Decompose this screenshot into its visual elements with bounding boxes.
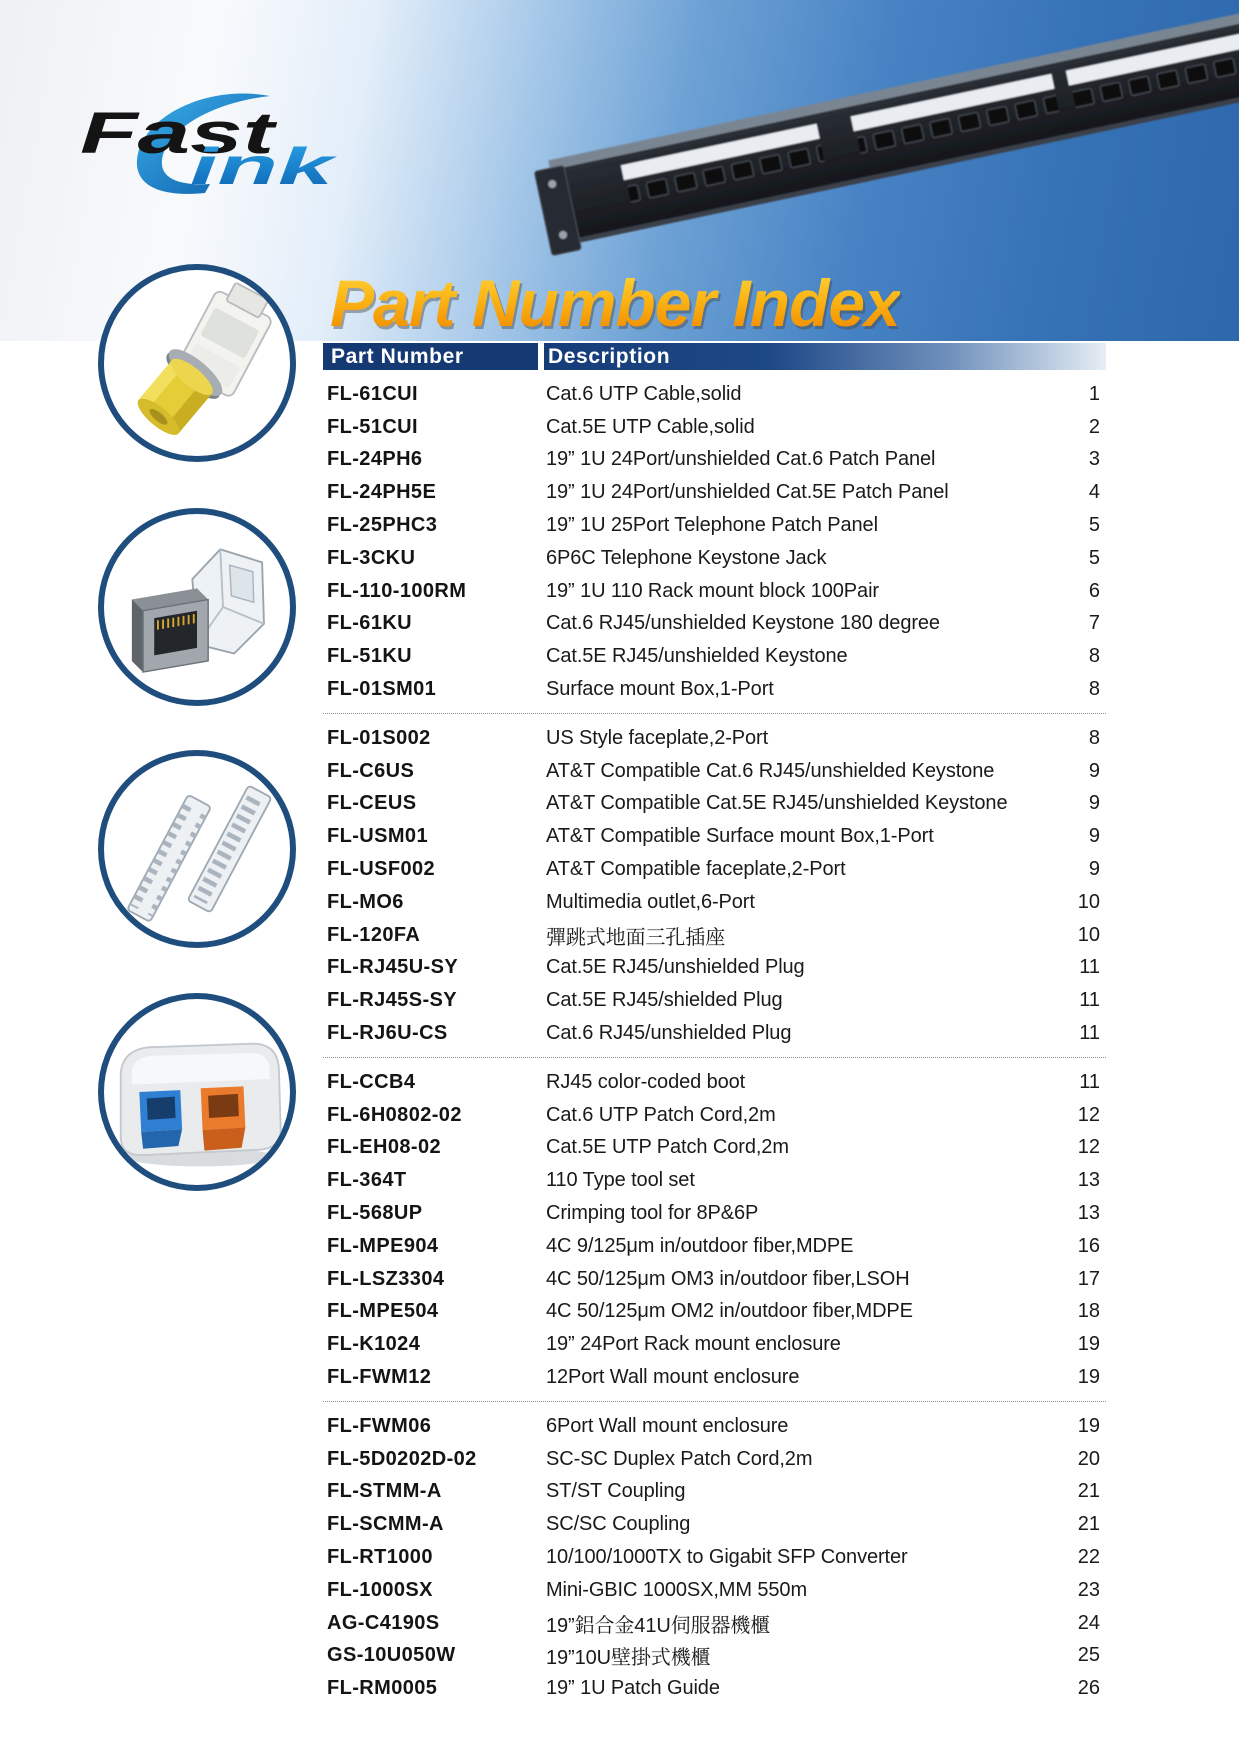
page-number: 2: [1088, 415, 1100, 438]
part-number: FL-110-100RM: [327, 579, 467, 602]
part-number: FL-LSZ3304: [327, 1267, 445, 1290]
index-group: [323, 722, 1106, 1050]
item-description: 110 Type tool set: [546, 1169, 695, 1192]
keystone-coupler-icon: [104, 270, 290, 456]
group-divider: [323, 1394, 1106, 1410]
page-number: 10: [1077, 923, 1100, 946]
part-number: FL-FWM12: [327, 1366, 432, 1388]
item-description: Cat.5E RJ45/unshielded Plug: [546, 956, 805, 979]
index-table-header: [323, 343, 1106, 370]
index-row: [323, 1361, 1106, 1394]
index-row: [323, 1607, 1106, 1640]
part-number: FL-CEUS: [327, 792, 417, 815]
index-row: [323, 984, 1106, 1017]
page-number: 11: [1079, 989, 1100, 1012]
rj45-keystone-icon: [104, 514, 290, 700]
item-description: Cat.5E RJ45/shielded Plug: [546, 989, 783, 1012]
part-number: FL-01S002: [327, 726, 431, 749]
group-divider: [323, 706, 1106, 722]
part-number: FL-5D0202D-02: [327, 1447, 477, 1470]
part-number: FL-3CKU: [327, 546, 416, 569]
item-description: 19” 1U Patch Guide: [546, 1677, 720, 1700]
page-number: 10: [1077, 890, 1100, 913]
page-number: 12: [1077, 1103, 1100, 1126]
index-row: [323, 853, 1106, 886]
part-number: FL-01SM01: [327, 678, 437, 701]
page-number: 9: [1088, 792, 1100, 815]
orange-jack: [201, 1086, 246, 1150]
page-number: 9: [1088, 825, 1100, 848]
page-number: 8: [1088, 678, 1100, 701]
index-row: [323, 820, 1106, 853]
part-number: FL-SCMM-A: [327, 1513, 444, 1536]
item-description: 4C 9/125μm in/outdoor fiber,MDPE: [546, 1234, 854, 1257]
page-number: 7: [1088, 612, 1100, 635]
part-number: FL-51CUI: [327, 415, 418, 438]
part-number: FL-FWM06: [327, 1414, 432, 1437]
part-number: FL-24PH5E: [327, 481, 437, 504]
patch-guide-icon: [104, 756, 290, 942]
index-row: [323, 542, 1106, 575]
index-row: [323, 1541, 1106, 1574]
index-group: [323, 1066, 1106, 1394]
part-number: FL-568UP: [327, 1202, 423, 1225]
index-row: [323, 919, 1106, 952]
index-row: [323, 1132, 1106, 1165]
header-part-number: Part Number: [323, 343, 538, 370]
index-row: [323, 1443, 1106, 1476]
part-number: FL-61CUI: [327, 382, 418, 405]
index-row: [323, 1410, 1106, 1443]
index-row: [323, 1066, 1106, 1099]
page-number: 11: [1079, 1070, 1100, 1093]
keystone-coupler-photo: [98, 264, 296, 462]
item-description: 19” 1U 24Port/unshielded Cat.5E Patch Panel: [546, 481, 949, 504]
page-number: 21: [1077, 1480, 1100, 1503]
page-number: 20: [1077, 1447, 1100, 1470]
page-number: 5: [1088, 514, 1100, 537]
part-number: FL-EH08-02: [327, 1136, 442, 1159]
item-description: 19” 24Port Rack mount enclosure: [546, 1333, 841, 1356]
item-description: 19”10U壁掛式機櫃: [546, 1647, 711, 1670]
part-number: FL-364T: [327, 1169, 407, 1192]
item-description: 19” 1U 110 Rack mount block 100Pair: [546, 579, 879, 602]
index-row: [323, 788, 1106, 821]
index-row: [323, 640, 1106, 673]
logo-word-fast: Fast: [80, 101, 279, 166]
page-number: 13: [1077, 1169, 1100, 1192]
item-description: 19” 1U 25Port Telephone Patch Panel: [546, 514, 878, 537]
page-number: 17: [1077, 1267, 1100, 1290]
page-number: 3: [1088, 448, 1100, 471]
index-row: [323, 1508, 1106, 1541]
index-row: [323, 1328, 1106, 1361]
index-row: [323, 444, 1106, 477]
part-number: FL-61KU: [327, 612, 413, 635]
part-number: FL-25PHC3: [327, 514, 438, 537]
item-description: Surface mount Box,1-Port: [546, 678, 774, 701]
page-number: 11: [1079, 956, 1100, 979]
page-number: 12: [1077, 1136, 1100, 1159]
logo-word-ink: ink: [190, 138, 339, 196]
part-number: FL-120FA: [327, 923, 421, 946]
page-number: 9: [1088, 759, 1100, 782]
page-number: 9: [1088, 858, 1100, 881]
part-number: FL-1000SX: [327, 1578, 433, 1601]
index-row: [323, 1099, 1106, 1132]
fastlink-logo: [0, 0, 360, 220]
page-number: 26: [1077, 1677, 1100, 1700]
page-number: 19: [1077, 1333, 1100, 1356]
item-description: 彈跳式地面三孔插座: [546, 926, 726, 949]
surface-mount-box-photo: [98, 993, 296, 1191]
index-row: [323, 608, 1106, 641]
index-row: [323, 575, 1106, 608]
part-number: FL-MO6: [327, 890, 404, 913]
page-number: 24: [1077, 1611, 1100, 1634]
item-description: SC/SC Coupling: [546, 1513, 691, 1536]
page-number: 6: [1088, 579, 1100, 602]
index-row: [323, 1164, 1106, 1197]
item-description: 12Port Wall mount enclosure: [546, 1366, 800, 1388]
part-number-index-table: [323, 378, 1106, 1705]
index-row: [323, 1197, 1106, 1230]
page-number: 8: [1088, 726, 1100, 749]
item-description: 4C 50/125μm OM2 in/outdoor fiber,MDPE: [546, 1300, 913, 1323]
part-number: FL-USF002: [327, 858, 436, 881]
page-number: 19: [1077, 1366, 1100, 1388]
page-number: 21: [1077, 1513, 1100, 1536]
part-number: FL-24PH6: [327, 448, 423, 471]
part-number: FL-RT1000: [327, 1545, 433, 1568]
patch-panel: [533, 0, 1239, 256]
surface-mount-box-icon: [104, 999, 290, 1185]
item-description: AT&T Compatible Surface mount Box,1-Port: [546, 825, 934, 848]
part-number: FL-6H0802-02: [327, 1103, 462, 1126]
part-number: FL-STMM-A: [327, 1480, 442, 1503]
index-row: [323, 722, 1106, 755]
metal-jack-front: [132, 588, 208, 672]
item-description: Cat.5E RJ45/unshielded Keystone: [546, 645, 848, 668]
index-row: [323, 1017, 1106, 1050]
item-description: Cat.6 RJ45/unshielded Plug: [546, 1022, 792, 1045]
item-description: RJ45 color-coded boot: [546, 1070, 746, 1093]
item-description: 10/100/1000TX to Gigabit SFP Converter: [546, 1545, 908, 1568]
part-number: FL-MPE904: [327, 1234, 439, 1257]
index-row: [323, 952, 1106, 985]
page-number: 8: [1088, 645, 1100, 668]
part-number: FL-RJ6U-CS: [327, 1022, 448, 1045]
item-description: 4C 50/125μm OM3 in/outdoor fiber,LSOH: [546, 1267, 910, 1290]
item-description: Cat.6 UTP Patch Cord,2m: [546, 1103, 776, 1126]
page-number: 23: [1077, 1578, 1100, 1601]
item-description: 19”鋁合金41U伺服器機櫃: [546, 1614, 771, 1637]
part-number: GS-10U050W: [327, 1644, 456, 1667]
index-row: [323, 1672, 1106, 1705]
item-description: SC-SC Duplex Patch Cord,2m: [546, 1447, 813, 1470]
item-description: Cat.6 UTP Cable,solid: [546, 382, 742, 405]
page-number: 11: [1079, 1022, 1100, 1045]
group-divider: [323, 1050, 1106, 1066]
page-number: 13: [1077, 1202, 1100, 1225]
item-description: Crimping tool for 8P&6P: [546, 1202, 759, 1225]
item-description: 6P6C Telephone Keystone Jack: [546, 546, 827, 569]
index-row: [323, 1574, 1106, 1607]
part-number: FL-RM0005: [327, 1677, 438, 1700]
page-number: 25: [1077, 1644, 1100, 1667]
index-row: [323, 673, 1106, 706]
page-number: 16: [1077, 1234, 1100, 1257]
rj45-keystone-photo: [98, 508, 296, 706]
index-row: [323, 509, 1106, 542]
item-description: Cat.6 RJ45/unshielded Keystone 180 degree: [546, 612, 940, 635]
part-number: FL-CCB4: [327, 1070, 416, 1093]
part-number: FL-MPE504: [327, 1300, 439, 1323]
part-number: FL-USM01: [327, 825, 428, 848]
page-number: 22: [1077, 1545, 1100, 1568]
page-number: 19: [1077, 1414, 1100, 1437]
part-number: FL-51KU: [327, 645, 413, 668]
index-row: [323, 378, 1106, 411]
part-number: FL-K1024: [327, 1333, 421, 1356]
blue-jack: [139, 1090, 182, 1149]
part-number: AG-C4190S: [327, 1611, 440, 1634]
index-row: [323, 886, 1106, 919]
index-row: [323, 476, 1106, 509]
index-group: [323, 1410, 1106, 1705]
index-row: [323, 411, 1106, 444]
part-number: FL-C6US: [327, 759, 415, 782]
item-description: Cat.5E UTP Cable,solid: [546, 415, 755, 438]
index-row: [323, 1639, 1106, 1672]
item-description: Multimedia outlet,6-Port: [546, 890, 755, 913]
index-row: [323, 1296, 1106, 1329]
index-group: [323, 378, 1106, 706]
item-description: US Style faceplate,2-Port: [546, 726, 769, 749]
item-description: 6Port Wall mount enclosure: [546, 1414, 789, 1437]
item-description: AT&T Compatible Cat.6 RJ45/unshielded Keystone: [546, 759, 995, 782]
page-number: 5: [1088, 546, 1100, 569]
index-row: [323, 1476, 1106, 1509]
index-row: [323, 1263, 1106, 1296]
page-number: 18: [1077, 1300, 1100, 1323]
header-description: Description: [544, 343, 1106, 370]
item-description: AT&T Compatible Cat.5E RJ45/unshielded Keystone: [546, 792, 1008, 815]
part-number: FL-RJ45U-SY: [327, 956, 459, 979]
item-description: AT&T Compatible faceplate,2-Port: [546, 858, 846, 881]
item-description: Cat.5E UTP Patch Cord,2m: [546, 1136, 789, 1159]
part-number: FL-RJ45S-SY: [327, 989, 457, 1012]
index-row: [323, 1230, 1106, 1263]
page-number: 1: [1088, 382, 1100, 405]
page-title: Part Number Index: [330, 266, 900, 340]
item-description: Mini-GBIC 1000SX,MM 550m: [546, 1578, 808, 1601]
index-row: [323, 755, 1106, 788]
item-description: 19” 1U 24Port/unshielded Cat.6 Patch Panel: [546, 448, 936, 471]
patch-guide-photo: [98, 750, 296, 948]
item-description: ST/ST Coupling: [546, 1480, 686, 1503]
page-number: 4: [1088, 481, 1100, 504]
